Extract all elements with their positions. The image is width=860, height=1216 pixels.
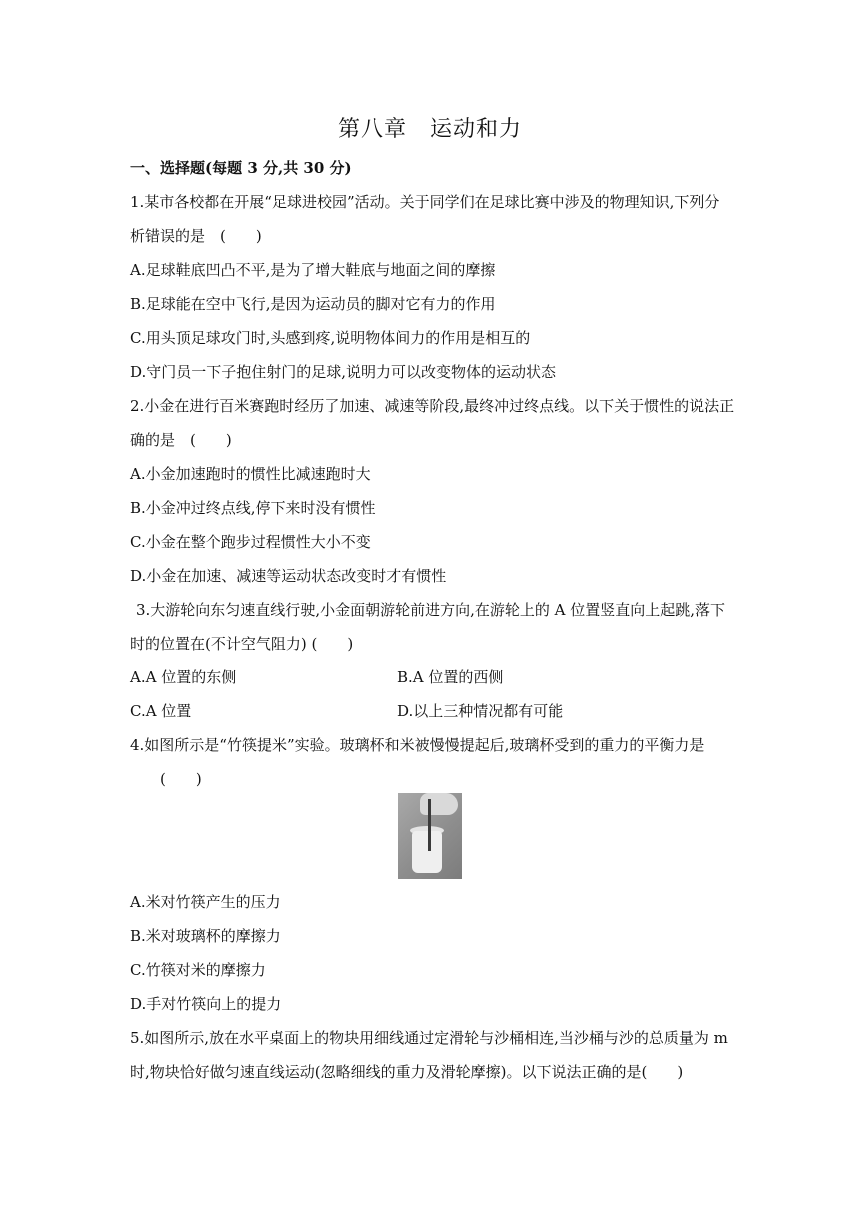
chopstick-shape	[428, 799, 431, 851]
q5-stem-line2: 时,物块恰好做匀速直线运动(忽略细线的重力及滑轮摩擦)。以下说法正确的是( )	[130, 1063, 684, 1081]
q3-option-b: B.A 位置的西侧	[397, 668, 504, 686]
q2-stem-line1: 2.小金在进行百米赛跑时经历了加速、减速等阶段,最终冲过终点线。以下关于惯性的说法正	[130, 397, 735, 415]
chapter-title: 第八章 运动和力	[337, 117, 522, 142]
q1-stem-line2: 析错误的是 ( )	[130, 227, 262, 245]
q1-option-c: C.用头顶足球攻门时,头感到疼,说明物体间力的作用是相互的	[130, 329, 531, 347]
q4-option-d: D.手对竹筷向上的提力	[130, 995, 282, 1013]
q4-option-a: A.米对竹筷产生的压力	[130, 893, 281, 911]
q3-option-d: D.以上三种情况都有可能	[397, 702, 564, 720]
q2-option-d: D.小金在加速、减速等运动状态改变时才有惯性	[130, 567, 447, 585]
q1-option-d: D.守门员一下子抱住射门的足球,说明力可以改变物体的运动状态	[130, 363, 557, 381]
q4-stem-line1: 4.如图所示是“竹筷提米”实验。玻璃杯和米被慢慢提起后,玻璃杯受到的重力的平衡力是	[130, 736, 705, 754]
q2-option-a: A.小金加速跑时的惯性比减速跑时大	[130, 465, 371, 483]
q4-stem-line2: ( )	[160, 770, 202, 788]
q4-option-b: B.米对玻璃杯的摩擦力	[130, 927, 281, 945]
q3-option-a: A.A 位置的东侧	[130, 668, 237, 686]
q2-stem-line2: 确的是 ( )	[130, 431, 232, 449]
q1-option-a: A.足球鞋底凹凸不平,是为了增大鞋底与地面之间的摩擦	[130, 261, 496, 279]
q2-option-c: C.小金在整个跑步过程惯性大小不变	[130, 533, 371, 551]
q1-stem-line1: 1.某市各校都在开展“足球进校园”活动。关于同学们在足球比赛中涉及的物理知识,下列分	[130, 193, 720, 211]
cup-shape	[412, 831, 442, 873]
q4-option-c: C.竹筷对米的摩擦力	[130, 961, 266, 979]
q5-stem-line1: 5.如图所示,放在水平桌面上的物块用细线通过定滑轮与沙桶相连,当沙桶与沙的总质量为 m	[130, 1029, 728, 1047]
chopstick-rice-photo	[398, 793, 462, 879]
section-heading: 一、选择题(每题 3 分,共 30 分)	[130, 159, 352, 177]
hand-shape	[420, 793, 458, 815]
q3-option-c: C.A 位置	[130, 702, 192, 720]
q3-stem-line2: 时的位置在(不计空气阻力) ( )	[130, 635, 354, 653]
q2-option-b: B.小金冲过终点线,停下来时没有惯性	[130, 499, 376, 517]
q1-option-b: B.足球能在空中飞行,是因为运动员的脚对它有力的作用	[130, 295, 496, 313]
q3-stem-line1: 3.大游轮向东匀速直线行驶,小金面朝游轮前进方向,在游轮上的 A 位置竖直向上起跳,落下	[136, 601, 725, 619]
